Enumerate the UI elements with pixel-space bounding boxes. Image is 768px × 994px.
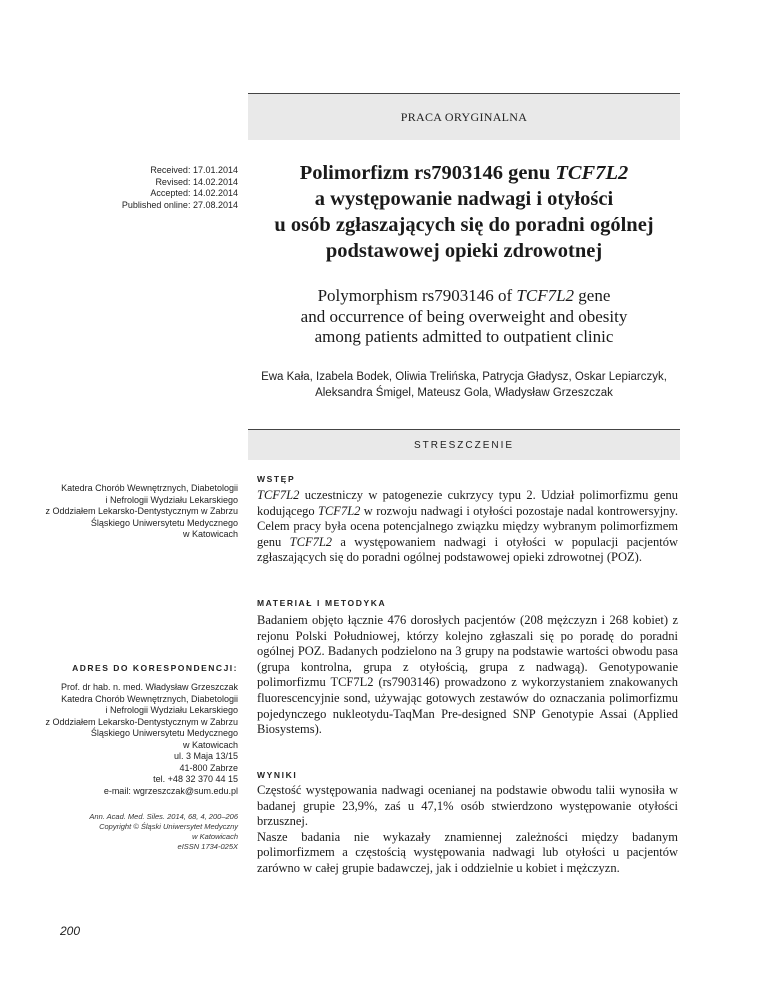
affiliation-line: Śląskiego Uniwersytetu Medycznego: [90, 517, 238, 528]
section-text-metody: [257, 613, 678, 738]
subtitle-line-1-end: gene: [574, 286, 611, 305]
date-accepted: Accepted: 14.02.2014: [150, 188, 238, 198]
text-run: Badaniem objęto łącznie 476 dorosłych pacjentów (208 mężczyzn i 268 kobiet) z rejonu Polski Południowej, którzy kolejno zgłaszali się po poradę do poradni ogólnej POZ. Badanych podzielono na 3 grupy na podstawie wartości obwodu pasa (grupa kontrolna, grupa z otyłością, grupa z nadwagą). Genotypowanie polimorfizmu TCF7L2 (rs7903146) prowadzono z wykorzystaniem znakowanych fluorescencyjnie sond, używając gotowych zestawów do oznaczania polimorfizmu pojedynczego nukleotydu-TaqMan Pre-designed SNP Genotypie Assai (Applied Biosystems).: [257, 613, 678, 737]
date-revised: Revised: 14.02.2014: [155, 176, 238, 187]
subtitle-line-3: among patients admitted to outpatient clinic: [314, 327, 614, 346]
title-gene: TCF7L2: [555, 162, 629, 184]
text-run: w rozwoju nadwagi i otyłości pozostaje nadal kontrowersyjny. Celem pracy była ocena potencjalnego związku między wybranym polimorfizmem genu: [257, 503, 678, 549]
correspondence-line: z Oddziałem Lekarsko-Dentystycznym w Zabrzu: [45, 716, 238, 727]
citation-line: w Katowicach: [192, 832, 238, 841]
section-text-wyniki: [257, 783, 678, 877]
journal-citation: [60, 812, 238, 852]
citation-line: Ann. Acad. Med. Siles. 2014, 68, 4, 200–206: [89, 812, 238, 821]
text-run: Nasze badania nie wykazały znamiennej zależności między badanym polimorfizmem a częstością występowania nadwagi lub otyłości u pacjentów zarówno w całej grupie badawczej, jak i oddzielnie u kobiet i mężczyzn.: [257, 829, 678, 875]
correspondence-line: i Nefrologii Wydziału Lekarskiego: [105, 705, 238, 715]
affiliation-line: i Nefrologii Wydziału Lekarskiego: [105, 494, 238, 505]
gene-name: TCF7L2: [289, 534, 333, 549]
correspondence-line: Prof. dr hab. n. med. Władysław Grzeszczak: [60, 682, 238, 692]
section-heading-wyniki: WYNIKI: [257, 770, 298, 780]
page-number: 200: [60, 924, 81, 938]
correspondence-line: 41-800 Zabrze: [179, 762, 238, 773]
subtitle-line-1: Polymorphism rs7903146 of: [317, 286, 517, 305]
text-run: a występowaniem nadwagi i otyłości w populacji pacjentów zgłaszających się do poradni ogólnej podstawowej opieki zdrowotnej (POZ).: [257, 534, 678, 565]
correspondence-line: Śląskiego Uniwersytetu Medycznego: [90, 728, 238, 738]
affiliation-line: w Katowicach: [182, 529, 238, 539]
text-run: uczestniczy w patogenezie cukrzycy typu 2. Udział polimorfizmu genu kodującego: [257, 488, 678, 518]
correspondence-line: ul. 3 Maja 13/15: [173, 751, 238, 761]
gene-name: TCF7L2: [318, 503, 361, 518]
correspondence-email[interactable]: e-mail: wgrzeszczak@sum.edu.pl: [103, 785, 238, 796]
article-type-banner: [248, 94, 680, 140]
article-title: [250, 160, 678, 264]
correspondence-line: w Katowicach: [182, 739, 238, 750]
subtitle-line-2: and occurrence of being overweight and obesity: [300, 306, 628, 326]
affiliation: [40, 483, 238, 541]
correspondence-address: [40, 682, 238, 797]
date-received: Received: 17.01.2014: [150, 165, 238, 175]
date-published: Published online: 27.08.2014: [121, 199, 238, 210]
authors-line-2: Aleksandra Śmigel, Mateusz Gola, Władysław Grzeszczak: [315, 386, 613, 399]
citation-line: eISSN 1734-025X: [177, 842, 238, 851]
correspondence-line: tel. +48 32 370 44 15: [153, 774, 238, 784]
section-heading-metody: MATERIAŁ I METODYKA: [257, 598, 387, 608]
title-line-1: Polimorfizm rs7903146 genu: [299, 162, 556, 184]
affiliation-line: z Oddziałem Lekarsko-Dentystycznym w Zabrzu: [45, 506, 238, 516]
title-line-2: a występowanie nadwagi i otyłości: [314, 188, 614, 210]
abstract-banner: [248, 430, 680, 460]
affiliation-line: Katedra Chorób Wewnętrznych, Diabetologii: [61, 483, 238, 493]
author-list: [250, 370, 678, 401]
article-dates: [60, 165, 238, 211]
article-title-english: [250, 286, 678, 348]
title-line-4: podstawowej opieki zdrowotnej: [325, 240, 603, 262]
correspondence-line: Katedra Chorób Wewnętrznych, Diabetologii: [61, 693, 238, 704]
gene-name: TCF7L2: [257, 488, 300, 502]
abstract-label: STRESZCZENIE: [413, 439, 515, 451]
authors-line-1: Ewa Kała, Izabela Bodek, Oliwia Trelińska, Patrycja Gładysz, Oskar Lepiarczyk,: [261, 371, 667, 383]
article-type-label: PRACA ORYGINALNA: [400, 109, 528, 124]
text-run: Częstość występowania nadwagi ocenianej na podstawie obwodu talii wynosiła w badanej grupie 23,9%, zaś u 47,1% osób stwierdzono występowanie otyłości brzusznej.: [257, 783, 678, 829]
title-line-3: u osób zgłaszających się do poradni ogólnej: [274, 214, 654, 236]
section-heading-wstep: WSTĘP: [257, 474, 296, 484]
correspondence-heading: ADRES DO KORESPONDENCJI:: [72, 663, 238, 673]
citation-line: Copyright © Śląski Uniwersytet Medyczny: [99, 822, 238, 831]
section-text-wstep: [257, 488, 678, 566]
subtitle-gene: TCF7L2: [516, 286, 575, 305]
